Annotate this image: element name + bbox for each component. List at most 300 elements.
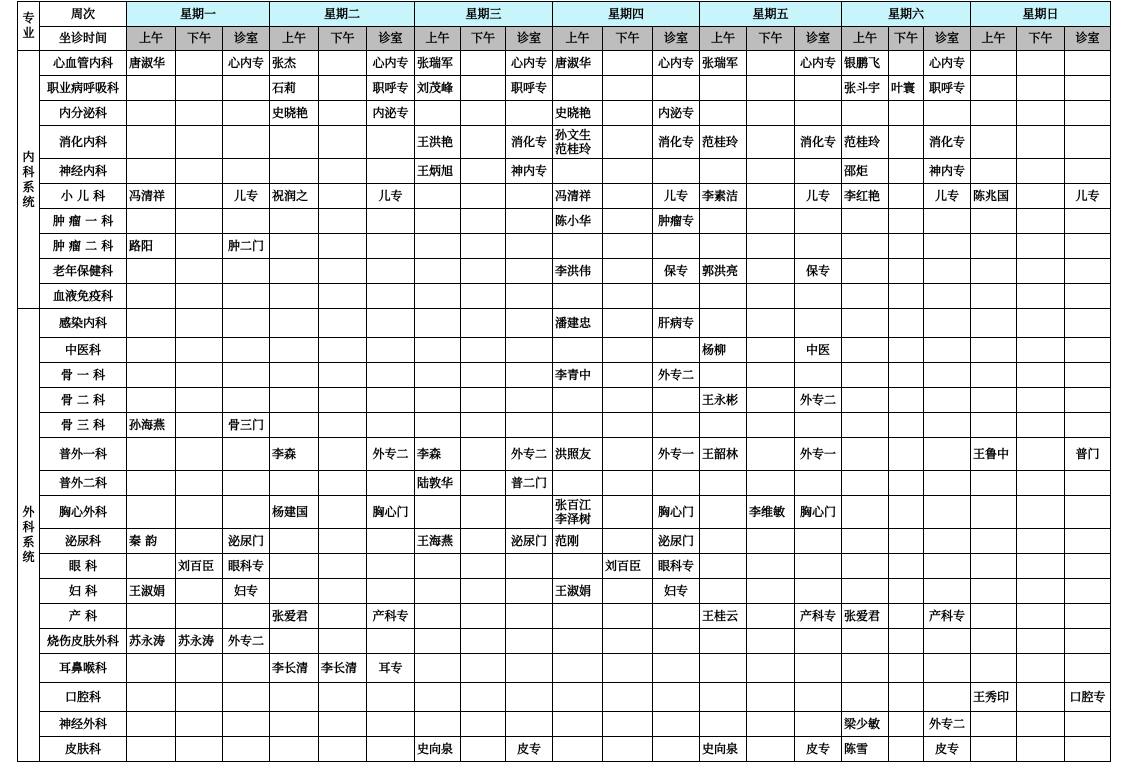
clinic-room-cell: 儿专 bbox=[924, 184, 971, 209]
doctor-cell: 王炳旭 bbox=[415, 159, 461, 184]
clinic-room-cell bbox=[223, 101, 270, 126]
clinic-room-cell: 心内专 bbox=[223, 51, 270, 76]
doctor-cell: 郭洪亮 bbox=[700, 259, 747, 284]
clinic-room-cell: 儿专 bbox=[223, 184, 270, 209]
doctor-cell bbox=[319, 363, 367, 388]
doctor-cell bbox=[176, 529, 223, 554]
department-name: 肿 瘤 一 科 bbox=[40, 209, 127, 234]
clinic-room-cell bbox=[367, 683, 415, 712]
clinic-room-cell: 眼科专 bbox=[223, 554, 270, 579]
doctor-cell bbox=[270, 284, 319, 309]
clinic-room-cell bbox=[1065, 413, 1111, 438]
clinic-room-cell: 职呼专 bbox=[924, 76, 971, 101]
clinic-room-cell bbox=[795, 712, 842, 737]
clinic-room-cell: 外专二 bbox=[653, 363, 700, 388]
doctor-cell bbox=[971, 51, 1017, 76]
clinic-room-cell: 外专一 bbox=[795, 438, 842, 471]
doctor-cell bbox=[889, 51, 924, 76]
table-row bbox=[18, 629, 1111, 654]
doctor-cell bbox=[127, 496, 176, 529]
doctor-cell bbox=[319, 309, 367, 338]
clinic-room-cell bbox=[924, 496, 971, 529]
doctor-cell bbox=[415, 284, 461, 309]
doctor-cell bbox=[415, 388, 461, 413]
clinic-room-cell: 中医 bbox=[795, 338, 842, 363]
doctor-cell bbox=[889, 159, 924, 184]
doctor-cell bbox=[461, 529, 506, 554]
schedule-container bbox=[17, 1, 1111, 762]
doctor-cell bbox=[176, 126, 223, 159]
doctor-cell bbox=[603, 209, 653, 234]
doctor-cell bbox=[603, 471, 653, 496]
doctor-cell: 杨柳 bbox=[700, 338, 747, 363]
clinic-room-cell: 耳专 bbox=[367, 654, 415, 683]
clinic-room-cell bbox=[223, 471, 270, 496]
doctor-cell bbox=[415, 413, 461, 438]
clinic-room-cell bbox=[223, 126, 270, 159]
doctor-cell bbox=[889, 388, 924, 413]
clinic-room-cell bbox=[795, 579, 842, 604]
clinic-room-cell bbox=[924, 101, 971, 126]
clinic-room-cell bbox=[795, 101, 842, 126]
slot-header-morning: 上午 bbox=[971, 27, 1017, 51]
clinic-room-cell bbox=[1065, 159, 1111, 184]
doctor-cell bbox=[889, 604, 924, 629]
doctor-cell bbox=[842, 554, 889, 579]
doctor-cell bbox=[971, 76, 1017, 101]
doctor-cell bbox=[176, 737, 223, 762]
doctor-cell bbox=[842, 654, 889, 683]
doctor-cell bbox=[319, 184, 367, 209]
slot-header-afternoon: 下午 bbox=[1017, 27, 1065, 51]
doctor-cell bbox=[461, 159, 506, 184]
doctor-cell bbox=[747, 184, 795, 209]
table-row bbox=[18, 309, 1111, 338]
doctor-cell: 苏永涛 bbox=[127, 629, 176, 654]
doctor-cell bbox=[461, 683, 506, 712]
doctor-cell bbox=[127, 737, 176, 762]
clinic-room-cell bbox=[924, 309, 971, 338]
clinic-room-cell bbox=[367, 259, 415, 284]
department-name: 骨 一 科 bbox=[40, 363, 127, 388]
doctor-cell: 范刚 bbox=[553, 529, 603, 554]
doctor-cell bbox=[176, 338, 223, 363]
doctor-cell bbox=[971, 234, 1017, 259]
doctor-cell bbox=[270, 683, 319, 712]
clinic-room-cell bbox=[223, 496, 270, 529]
doctor-cell bbox=[971, 579, 1017, 604]
doctor-cell bbox=[1017, 363, 1065, 388]
clinic-room-cell bbox=[1065, 338, 1111, 363]
clinic-room-cell bbox=[367, 363, 415, 388]
doctor-cell bbox=[889, 496, 924, 529]
doctor-cell bbox=[319, 284, 367, 309]
doctor-cell: 史晓艳 bbox=[553, 101, 603, 126]
clinic-room-cell: 骨三门 bbox=[223, 413, 270, 438]
doctor-cell bbox=[553, 234, 603, 259]
doctor-cell bbox=[461, 51, 506, 76]
department-name: 普外一科 bbox=[40, 438, 127, 471]
doctor-cell bbox=[319, 126, 367, 159]
clinic-room-cell bbox=[1065, 737, 1111, 762]
slot-header-morning: 上午 bbox=[553, 27, 603, 51]
clinic-room-cell bbox=[924, 234, 971, 259]
doctor-cell bbox=[971, 712, 1017, 737]
doctor-cell: 王洪艳 bbox=[415, 126, 461, 159]
doctor-cell bbox=[176, 683, 223, 712]
doctor-cell bbox=[127, 654, 176, 683]
doctor-cell bbox=[889, 309, 924, 338]
doctor-cell bbox=[319, 604, 367, 629]
department-name: 心血管内科 bbox=[40, 51, 127, 76]
doctor-cell bbox=[553, 471, 603, 496]
clinic-room-cell bbox=[1065, 554, 1111, 579]
clinic-room-cell: 肿二门 bbox=[223, 234, 270, 259]
doctor-cell bbox=[415, 579, 461, 604]
doctor-cell bbox=[176, 101, 223, 126]
department-name: 骨 三 科 bbox=[40, 413, 127, 438]
doctor-cell bbox=[889, 338, 924, 363]
clinic-room-cell bbox=[1065, 51, 1111, 76]
doctor-cell: 王海燕 bbox=[415, 529, 461, 554]
doctor-cell bbox=[415, 259, 461, 284]
doctor-cell: 李素洁 bbox=[700, 184, 747, 209]
clinic-room-cell bbox=[653, 737, 700, 762]
doctor-cell bbox=[747, 363, 795, 388]
department-name: 神经内科 bbox=[40, 159, 127, 184]
doctor-cell bbox=[176, 76, 223, 101]
clinic-room-cell bbox=[367, 737, 415, 762]
clinic-room-cell bbox=[653, 654, 700, 683]
doctor-cell: 王淑娟 bbox=[553, 579, 603, 604]
doctor-cell bbox=[1017, 654, 1065, 683]
clinic-room-cell: 眼科专 bbox=[653, 554, 700, 579]
slot-header-room: 诊室 bbox=[653, 27, 700, 51]
doctor-cell bbox=[553, 604, 603, 629]
clinic-room-cell bbox=[924, 683, 971, 712]
doctor-cell bbox=[176, 209, 223, 234]
doctor-cell bbox=[461, 413, 506, 438]
table-row bbox=[18, 529, 1111, 554]
doctor-cell: 孙文生 范桂玲 bbox=[553, 126, 603, 159]
clinic-room-cell: 保专 bbox=[795, 259, 842, 284]
doctor-cell bbox=[270, 579, 319, 604]
department-name: 眼 科 bbox=[40, 554, 127, 579]
clinic-room-cell bbox=[653, 234, 700, 259]
doctor-cell bbox=[415, 629, 461, 654]
clinic-room-cell: 心内专 bbox=[367, 51, 415, 76]
doctor-cell bbox=[971, 388, 1017, 413]
clinic-room-cell bbox=[367, 712, 415, 737]
doctor-cell bbox=[700, 654, 747, 683]
department-name: 感染内科 bbox=[40, 309, 127, 338]
doctor-cell: 叶寰 bbox=[889, 76, 924, 101]
doctor-cell bbox=[1017, 471, 1065, 496]
doctor-cell bbox=[319, 629, 367, 654]
doctor-cell: 陆敦华 bbox=[415, 471, 461, 496]
clinic-room-cell bbox=[653, 629, 700, 654]
clinic-room-cell bbox=[924, 654, 971, 683]
doctor-cell: 李森 bbox=[415, 438, 461, 471]
clinic-room-cell bbox=[367, 388, 415, 413]
doctor-cell bbox=[127, 309, 176, 338]
day-header-thu: 星期四 bbox=[553, 2, 700, 27]
doctor-cell bbox=[319, 529, 367, 554]
doctor-cell bbox=[1017, 309, 1065, 338]
doctor-cell bbox=[603, 496, 653, 529]
clinic-room-cell bbox=[506, 629, 553, 654]
table-row bbox=[18, 284, 1111, 309]
doctor-cell bbox=[842, 629, 889, 654]
clinic-room-cell bbox=[506, 712, 553, 737]
doctor-cell bbox=[553, 284, 603, 309]
slot-header-room: 诊室 bbox=[795, 27, 842, 51]
doctor-cell bbox=[270, 159, 319, 184]
doctor-cell bbox=[270, 209, 319, 234]
clinic-room-cell: 口腔专 bbox=[1065, 683, 1111, 712]
doctor-cell bbox=[1017, 438, 1065, 471]
table-row bbox=[18, 76, 1111, 101]
doctor-cell bbox=[127, 126, 176, 159]
doctor-cell bbox=[461, 309, 506, 338]
doctor-cell bbox=[603, 259, 653, 284]
doctor-cell: 李维敏 bbox=[747, 496, 795, 529]
clinic-room-cell bbox=[795, 554, 842, 579]
doctor-cell bbox=[603, 126, 653, 159]
doctor-cell bbox=[971, 259, 1017, 284]
doctor-cell bbox=[700, 101, 747, 126]
doctor-cell: 范桂玲 bbox=[842, 126, 889, 159]
clinic-room-cell bbox=[1065, 209, 1111, 234]
clinic-room-cell bbox=[367, 629, 415, 654]
department-name: 血液免疫科 bbox=[40, 284, 127, 309]
clinic-room-cell bbox=[653, 712, 700, 737]
doctor-cell bbox=[1017, 76, 1065, 101]
system-label-text: 外科系统 bbox=[22, 505, 35, 564]
doctor-cell bbox=[747, 604, 795, 629]
doctor-cell: 杨建国 bbox=[270, 496, 319, 529]
clinic-room-cell: 儿专 bbox=[653, 184, 700, 209]
doctor-cell bbox=[842, 438, 889, 471]
doctor-cell bbox=[889, 737, 924, 762]
doctor-cell bbox=[603, 529, 653, 554]
clinic-room-cell bbox=[1065, 579, 1111, 604]
doctor-cell bbox=[889, 629, 924, 654]
doctor-cell bbox=[700, 471, 747, 496]
doctor-cell bbox=[461, 604, 506, 629]
clinic-room-cell bbox=[795, 159, 842, 184]
table-row bbox=[18, 209, 1111, 234]
clinic-room-cell bbox=[367, 338, 415, 363]
clinic-room-cell: 儿专 bbox=[795, 184, 842, 209]
clinic-room-cell bbox=[223, 159, 270, 184]
doctor-cell bbox=[747, 413, 795, 438]
doctor-cell bbox=[889, 579, 924, 604]
clinic-time-header: 坐诊时间 bbox=[40, 27, 127, 51]
doctor-cell bbox=[461, 629, 506, 654]
clinic-room-cell: 职呼专 bbox=[506, 76, 553, 101]
doctor-cell bbox=[319, 51, 367, 76]
table-row bbox=[18, 496, 1111, 529]
doctor-cell bbox=[176, 284, 223, 309]
doctor-cell bbox=[127, 338, 176, 363]
clinic-room-cell: 内泌专 bbox=[367, 101, 415, 126]
slot-header-room: 诊室 bbox=[223, 27, 270, 51]
clinic-room-cell bbox=[506, 234, 553, 259]
clinic-room-cell: 消化专 bbox=[506, 126, 553, 159]
doctor-cell bbox=[553, 413, 603, 438]
clinic-room-cell bbox=[924, 259, 971, 284]
department-name: 普外二科 bbox=[40, 471, 127, 496]
clinic-room-cell bbox=[1065, 363, 1111, 388]
table-row bbox=[18, 438, 1111, 471]
doctor-cell bbox=[889, 184, 924, 209]
doctor-cell bbox=[889, 683, 924, 712]
doctor-cell bbox=[1017, 388, 1065, 413]
doctor-cell bbox=[127, 159, 176, 184]
clinic-room-cell: 儿专 bbox=[367, 184, 415, 209]
doctor-cell bbox=[461, 471, 506, 496]
doctor-cell bbox=[747, 76, 795, 101]
doctor-cell bbox=[747, 737, 795, 762]
specialty-header-label: 专业 bbox=[22, 11, 35, 40]
doctor-cell: 张爱君 bbox=[270, 604, 319, 629]
doctor-cell bbox=[1017, 159, 1065, 184]
doctor-cell bbox=[553, 338, 603, 363]
clinic-room-cell: 外专二 bbox=[506, 438, 553, 471]
doctor-cell bbox=[603, 413, 653, 438]
doctor-cell bbox=[700, 363, 747, 388]
doctor-cell bbox=[603, 76, 653, 101]
clinic-room-cell: 外专二 bbox=[367, 438, 415, 471]
doctor-cell bbox=[270, 529, 319, 554]
department-name: 肿 瘤 二 科 bbox=[40, 234, 127, 259]
doctor-cell bbox=[319, 579, 367, 604]
table-row bbox=[18, 259, 1111, 284]
doctor-cell: 张杰 bbox=[270, 51, 319, 76]
day-header-tue: 星期二 bbox=[270, 2, 415, 27]
table-row bbox=[18, 51, 1111, 76]
doctor-cell bbox=[1017, 529, 1065, 554]
clinic-room-cell bbox=[506, 101, 553, 126]
doctor-cell bbox=[127, 604, 176, 629]
department-name: 中医科 bbox=[40, 338, 127, 363]
clinic-room-cell: 肝病专 bbox=[653, 309, 700, 338]
doctor-cell bbox=[700, 554, 747, 579]
doctor-cell bbox=[842, 101, 889, 126]
doctor-cell bbox=[889, 101, 924, 126]
clinic-room-cell bbox=[223, 284, 270, 309]
doctor-cell bbox=[603, 683, 653, 712]
doctor-cell: 梁少敏 bbox=[842, 712, 889, 737]
department-name: 泌尿科 bbox=[40, 529, 127, 554]
clinic-room-cell: 儿专 bbox=[1065, 184, 1111, 209]
clinic-room-cell bbox=[924, 209, 971, 234]
clinic-room-cell bbox=[506, 579, 553, 604]
table-row bbox=[18, 101, 1111, 126]
slot-header-room: 诊室 bbox=[367, 27, 415, 51]
doctor-cell: 潘建忠 bbox=[553, 309, 603, 338]
table-row bbox=[18, 363, 1111, 388]
doctor-cell bbox=[127, 284, 176, 309]
doctor-cell bbox=[176, 259, 223, 284]
doctor-cell bbox=[415, 604, 461, 629]
system-label bbox=[18, 51, 40, 309]
clinic-room-cell bbox=[653, 413, 700, 438]
doctor-cell bbox=[747, 209, 795, 234]
clinic-room-cell: 妇专 bbox=[653, 579, 700, 604]
doctor-cell bbox=[415, 309, 461, 338]
clinic-room-cell: 皮专 bbox=[795, 737, 842, 762]
doctor-cell bbox=[461, 438, 506, 471]
doctor-cell bbox=[971, 604, 1017, 629]
clinic-room-cell bbox=[367, 471, 415, 496]
doctor-cell bbox=[603, 438, 653, 471]
doctor-cell bbox=[842, 471, 889, 496]
clinic-room-cell: 消化专 bbox=[653, 126, 700, 159]
doctor-cell bbox=[270, 554, 319, 579]
doctor-cell bbox=[553, 712, 603, 737]
doctor-cell bbox=[176, 712, 223, 737]
clinic-room-cell bbox=[653, 284, 700, 309]
day-header-sat: 星期六 bbox=[842, 2, 971, 27]
doctor-cell bbox=[603, 284, 653, 309]
doctor-cell: 唐淑华 bbox=[127, 51, 176, 76]
doctor-cell bbox=[889, 413, 924, 438]
doctor-cell bbox=[319, 159, 367, 184]
clinic-room-cell bbox=[653, 338, 700, 363]
doctor-cell bbox=[889, 363, 924, 388]
doctor-cell bbox=[176, 363, 223, 388]
doctor-cell: 李森 bbox=[270, 438, 319, 471]
doctor-cell bbox=[889, 234, 924, 259]
doctor-cell bbox=[842, 496, 889, 529]
doctor-cell bbox=[270, 471, 319, 496]
doctor-cell: 王淑娟 bbox=[127, 579, 176, 604]
day-header-sun: 星期日 bbox=[971, 2, 1111, 27]
clinic-room-cell bbox=[1065, 234, 1111, 259]
clinic-room-cell bbox=[924, 388, 971, 413]
table-row bbox=[18, 184, 1111, 209]
doctor-cell bbox=[747, 712, 795, 737]
doctor-cell: 苏永涛 bbox=[176, 629, 223, 654]
doctor-cell: 王韶林 bbox=[700, 438, 747, 471]
clinic-room-cell bbox=[223, 683, 270, 712]
doctor-cell bbox=[415, 683, 461, 712]
doctor-cell bbox=[461, 338, 506, 363]
clinic-room-cell bbox=[367, 579, 415, 604]
doctor-cell: 王秀印 bbox=[971, 683, 1017, 712]
clinic-room-cell bbox=[223, 76, 270, 101]
doctor-cell bbox=[553, 737, 603, 762]
doctor-cell bbox=[415, 496, 461, 529]
doctor-cell bbox=[1017, 629, 1065, 654]
clinic-room-cell: 保专 bbox=[653, 259, 700, 284]
doctor-cell: 刘茂峰 bbox=[415, 76, 461, 101]
doctor-cell bbox=[1017, 184, 1065, 209]
doctor-cell: 王鲁中 bbox=[971, 438, 1017, 471]
system-label bbox=[18, 309, 40, 762]
table-row bbox=[18, 388, 1111, 413]
clinic-room-cell: 产科专 bbox=[367, 604, 415, 629]
doctor-cell bbox=[176, 159, 223, 184]
doctor-cell bbox=[127, 712, 176, 737]
doctor-cell bbox=[461, 234, 506, 259]
department-name: 口腔科 bbox=[40, 683, 127, 712]
clinic-room-cell: 普门 bbox=[1065, 438, 1111, 471]
clinic-room-cell bbox=[223, 438, 270, 471]
slot-header-afternoon: 下午 bbox=[319, 27, 367, 51]
